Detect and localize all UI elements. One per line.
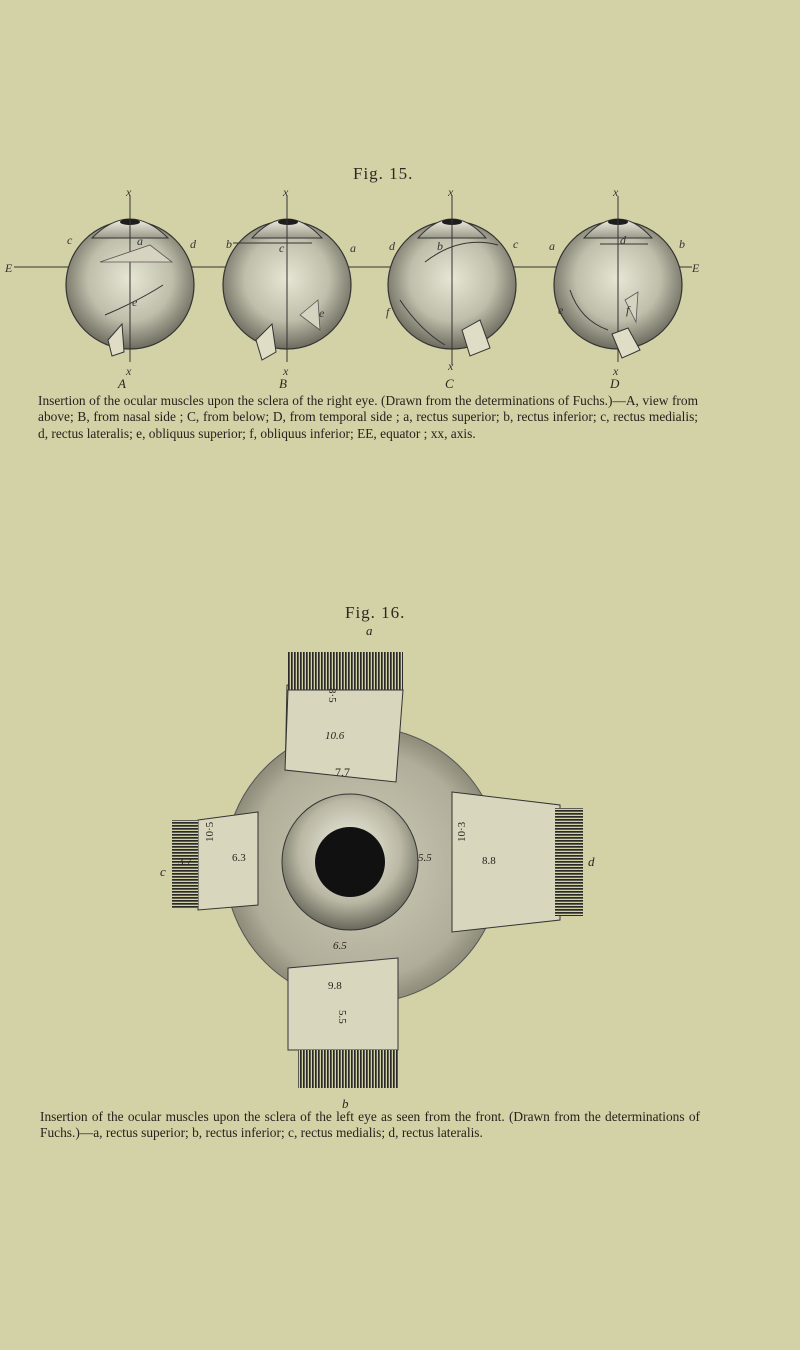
muscle-letter: f <box>626 303 630 317</box>
fig16-caption: Insertion of the ocular muscles upon the sclera of the left eye as seen from the front. (Drawn from the determinations of Fuchs.)—a, rectus superior; b, rectus inferior; c, rectus medialis; d, rectus lateralis. <box>40 1109 700 1141</box>
measure-top-distance: 7.7 <box>335 765 350 779</box>
panel-label-B: B <box>279 376 287 391</box>
pupil <box>315 827 385 897</box>
panel-label-C: C <box>445 376 454 391</box>
muscle-letter: b <box>226 237 232 251</box>
muscle-letter: e <box>319 306 325 320</box>
measure-right-length: 8.8 <box>482 855 496 867</box>
fig16-label-d: d <box>588 854 595 869</box>
muscle-letter: b <box>437 239 443 253</box>
muscle-letter: d <box>620 233 626 247</box>
panel-label-A: A <box>118 376 126 391</box>
fig16-label-a: a <box>366 623 373 638</box>
axis-marker: x <box>283 185 289 199</box>
muscle-letter: e <box>132 295 138 309</box>
fig15-title: Fig. 15. <box>353 164 414 183</box>
muscle-letter: a <box>549 239 555 253</box>
axis-marker: x <box>126 185 132 199</box>
rectus-superior-tendon <box>285 652 403 782</box>
muscle-letter: d <box>389 239 395 253</box>
measure-bottom-length: 5.5 <box>336 1010 348 1024</box>
axis-marker: x <box>448 185 454 199</box>
fig16-label-b: b <box>342 1096 349 1111</box>
muscle-letter: c <box>279 241 285 255</box>
axis-marker: x <box>613 185 619 199</box>
measure-left-distance: 6.3 <box>232 852 246 864</box>
measure-right-distance: 5.5 <box>418 852 432 864</box>
panel-label-D: D <box>610 376 620 391</box>
fig15-caption: Insertion of the ocular muscles upon the sclera of the right eye. (Drawn from the determinations of Fuchs.)—A, view from above; B, from nasal side ; C, from below; D, from temporal side ; a, rectus superior; b, rectus inferior; c, rectus medialis; d, rectus lateralis; e, obliquus superior; f, obliquus inferior; EE, equator ; xx, axis. <box>38 393 698 441</box>
muscle-letter: b <box>679 237 685 251</box>
muscle-letter: c <box>67 233 73 247</box>
fig16-title: Fig. 16. <box>345 603 406 622</box>
measure-top-width: 10.6 <box>325 730 345 742</box>
axis-marker: x <box>613 364 619 378</box>
fig16-label-c: c <box>160 864 166 879</box>
muscle-letter: d <box>190 237 196 251</box>
measure-bottom-width: 9.8 <box>328 980 342 992</box>
measure-bottom-distance: 6.5 <box>333 940 347 952</box>
muscle-letter: c <box>513 237 519 251</box>
muscle-letter: e <box>558 303 564 317</box>
measure-left-width: 10·5 <box>204 821 216 842</box>
measure-top-length: 8·5 <box>326 688 338 703</box>
rectus-lateralis-tendon <box>452 792 583 932</box>
equator-marker: E <box>692 261 700 275</box>
measure-left-length: 3.7 <box>178 856 192 868</box>
muscle-letter: f <box>386 305 390 319</box>
equator-marker: E <box>5 261 13 275</box>
axis-marker: x <box>126 364 132 378</box>
muscle-letter: a <box>350 241 356 255</box>
muscle-letter: a <box>137 234 143 248</box>
measure-right-width: 10·3 <box>456 821 468 842</box>
axis-marker: x <box>283 364 289 378</box>
axis-marker: x <box>448 359 454 373</box>
